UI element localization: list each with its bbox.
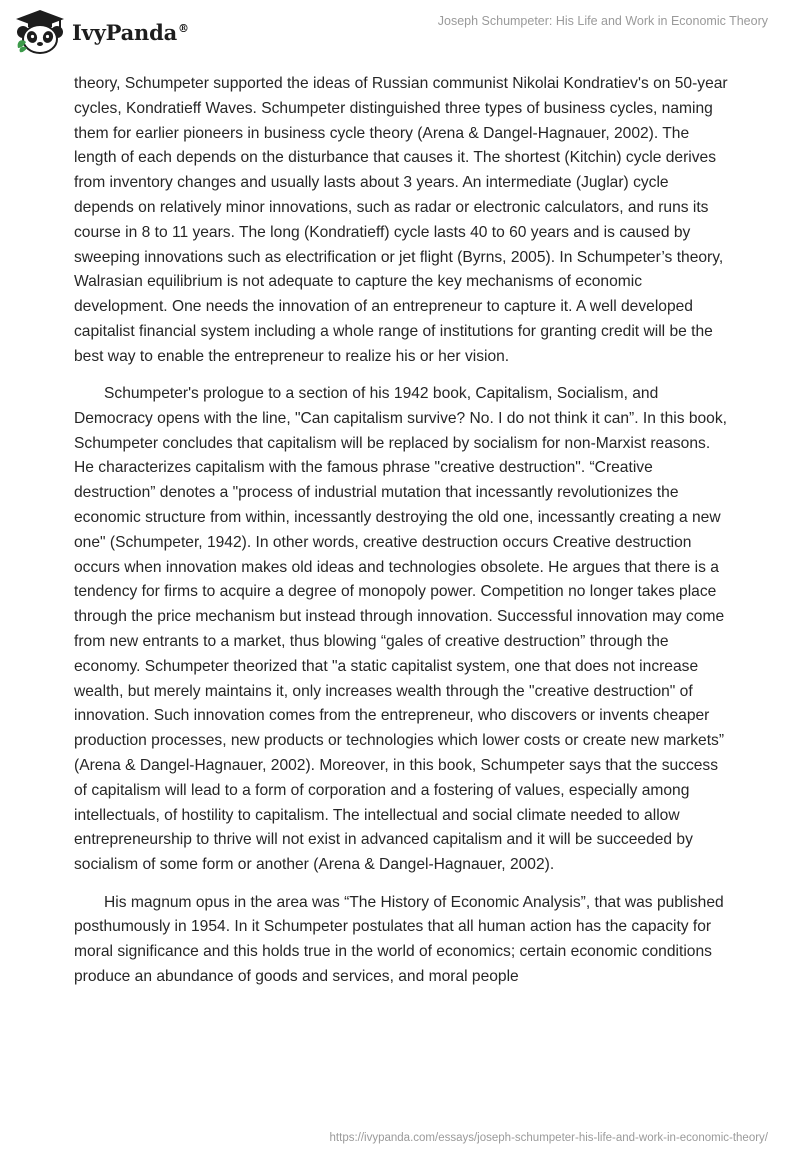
source-url[interactable]: https://ivypanda.com/essays/joseph-schumpeter-his-life-and-work-in-economic-theory/ — [329, 1132, 768, 1144]
panda-icon — [14, 8, 66, 56]
page-header — [0, 0, 800, 66]
document-title: Joseph Schumpeter: His Life and Work in Economic Theory — [437, 14, 768, 28]
paragraph-2: Schumpeter's prologue to a section of his 1942 book, Capitalism, Socialism, and Democracy opens with the line, "Can capitalism survive? No. I do not think it can”. In this book, Schumpeter concludes that capitalism will be replaced by socialism for non-Marxist reasons. He characterizes capitalism with the famous phrase "creative destruction". “Creative destruction” denotes a "process of industrial mutation that incessantly revolutionizes the economic structure from within, incessantly destroying the old one, incessantly creating a new one" (Schumpeter, 1942). In other words, creative destruction occurs Creative destruction occurs when innovation makes old ideas and technologies obsolete. He argues that there is a tendency for firms to acquire a degree of monopoly power. Competition no longer takes place through the price mechanism but instead through innovation. Successful innovation may come from new entrants to a market, thus blowing “gales of creative destruction” through the economy. Schumpeter theorized that "a static capitalist system, one that does not increase wealth, but merely maintains it, only increases wealth through the "creative destruction" of innovation. Such innovation comes from the entrepreneur, who discovers or invents cheaper production processes, new products or technologies which lower costs or create new markets” (Arena & Dangel-Hagnauer, 2002). Moreover, in this book, Schumpeter says that the success of capitalism will lead to a form of corporation and a fostering of values, especially among intellectuals, of hostility to capitalism. The intellectual and social climate needed to allow entrepreneurship to thrive will not exist in advanced capitalism and it will be succeeded by socialism of some form or another (Arena & Dangel-Hagnauer, 2002). — [74, 385, 727, 874]
paragraph-3: His magnum opus in the area was “The History of Economic Analysis”, that was published posthumously in 1954. In it Schumpeter postulates that all human action has the capacity for moral significance and this holds true in the world of economics; certain economic conditions produce an abundance of goods and services, and moral people — [74, 893, 724, 985]
ivypanda-logo[interactable] — [14, 8, 189, 56]
paragraph-1: theory, Schumpeter supported the ideas of Russian communist Nikolai Kondratiev's on 50-year cycles, Kondratieff Waves. Schumpeter distinguished three types of business cycles, naming them for earlier pioneers in business cycle theory (Arena & Dangel-Hagnauer, 2002). The length of each depends on the disturbance that causes it. The shortest (Kitchin) cycle derives from inventory changes and usually lasts about 3 years. An intermediate (Juglar) cycle depends on relatively minor innovations, such as radar or electronic calculators, and runs its course in 8 to 11 years. The long (Kondratieff) cycle lasts 40 to 60 years and is caused by sweeping innovations such as electrification or jet flight (Byrns, 2005). In Schumpeter’s theory, Walrasian equilibrium is not adequate to capture the key mechanisms of economic development. One needs the innovation of an entrepreneur to capture it. A well developed capitalist financial system including a whole range of institutions for granting credit will be the best way to enable the entrepreneur to realize his or her vision. — [74, 75, 728, 365]
brand-name: IvyPanda® — [72, 19, 189, 45]
essay-body — [74, 72, 728, 1002]
